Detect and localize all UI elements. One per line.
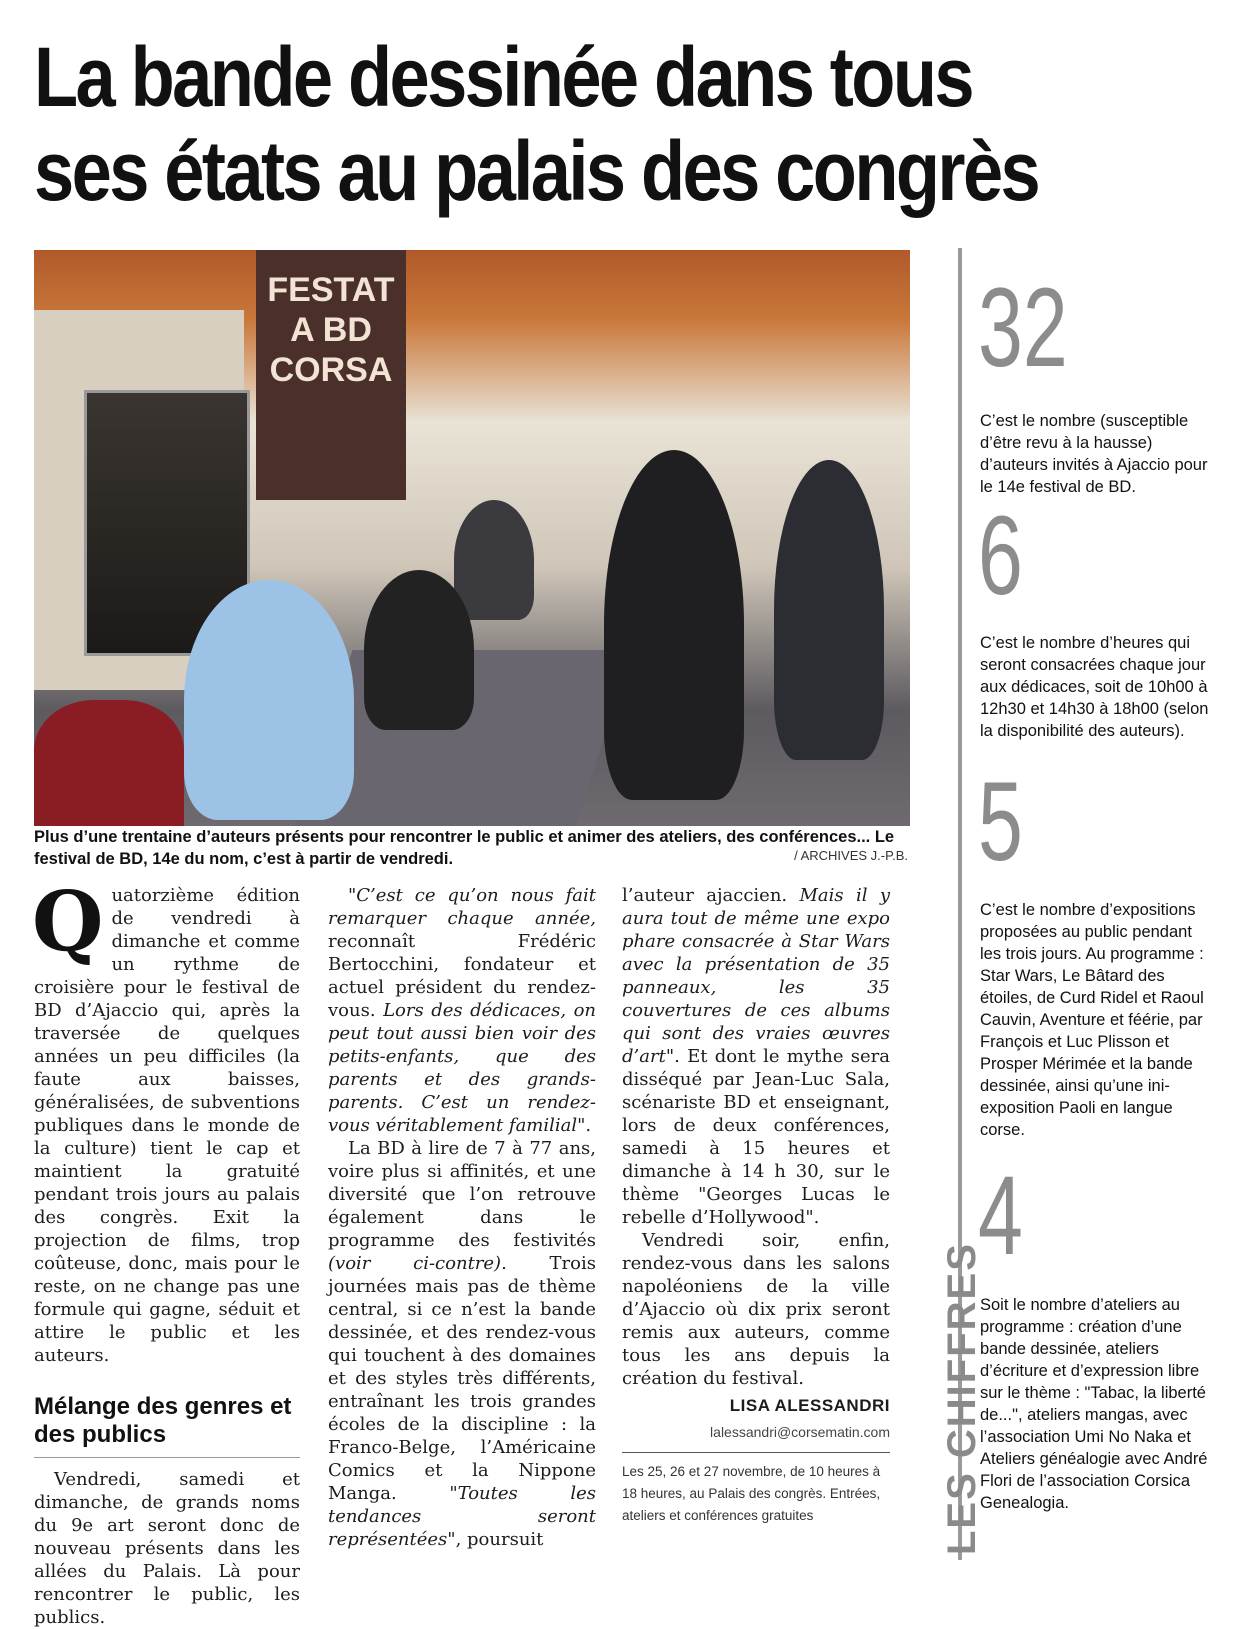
article-column-1 bbox=[32, 874, 300, 1629]
paragraph-1: uatorzième édition de vendredi à dimanche et comme un rythme de croisière pour le festival de BD d’Ajaccio qui, après la traversée de quelques années un peu difficiles (la faute aux baisses, généralisées, de subventions publiques dans le monde de la culture) tient le cap et maintient la gratuité pendant trois jours au palais des congrès. Exit la projection de films, trop coûteuse, donc, mais pour le reste, on ne change pas une formule qui gagne, séduit et attire le public et les auteurs. bbox=[34, 885, 300, 1366]
figure-number-3: 5 bbox=[978, 759, 1023, 884]
quote-2: Toutes les tendances seront représentées bbox=[328, 1483, 597, 1550]
paragraph-5a: l’auteur ajaccien. bbox=[622, 885, 800, 906]
figure-text-1: C’est le nombre (susceptible d’être revu à la hausse) d’auteurs invités à Ajaccio pour le 14e festival de BD. bbox=[980, 412, 1208, 496]
practical-info: Les 25, 26 et 27 novembre, de 10 heures à 18 heures, au Palais des congrès. Entrées, ateliers et conférences gratuites bbox=[622, 1452, 890, 1527]
author-email: lalessandri@corsematin.com bbox=[710, 1424, 890, 1440]
photo-credit: / ARCHIVES J.-P.B. bbox=[794, 848, 908, 863]
headline-line-2: ses états au palais des congrès bbox=[34, 124, 1039, 218]
figure-text-4: Soit le nombre d’ateliers au programme : création d’une bande dessinée, ateliers d’écriture et d’expression libre sur le thème : "Tabac, la liberté de...", ateliers mangas, avec l’association Umi No Naka et Ateliers généalogie avec André Flori de l’association Corsica Genealogia. bbox=[980, 1296, 1208, 1512]
caption-text: Plus d’une trentaine d’auteurs présents pour rencontrer le public et animer des ateliers, des conférences... Le festival de BD, 14e du nom, c’est à partir de vendredi. bbox=[34, 828, 895, 868]
quote-1d: ". bbox=[577, 1115, 592, 1136]
festival-banner: FESTAT A BD CORSA bbox=[256, 250, 406, 500]
headline bbox=[34, 30, 1057, 218]
article-column-2 bbox=[328, 884, 596, 1551]
drop-cap: Q bbox=[32, 874, 104, 970]
paragraph-4e: ", poursuit bbox=[447, 1529, 544, 1550]
article-column-3 bbox=[622, 884, 890, 1444]
paragraph-2: Vendredi, samedi et dimanche, de grands noms du 9e art seront donc de nouveau présents dans les allées du Palais. Là pour rencontrer le public, les publics. bbox=[34, 1469, 300, 1628]
paragraph-4a: La BD à lire de 7 à 77 ans, voire plus si affinités, et une diversité que l’on retrouve également dans le programme des festivités bbox=[328, 1138, 596, 1251]
subheading: Mélange des genres et des publics bbox=[34, 1393, 300, 1458]
figure-text-3: C’est le nombre d’expositions proposées au public pendant les trois jours. Au programme : Star Wars, Le Bâtard des étoiles, de Curd Ridel et Raoul Cauvin, Aventure et féérie, par François et Luc Plisson et Prosper Mérimée et la bande dessinée, ainsi qu’une ini-exposition Paoli en langue corse. bbox=[980, 901, 1204, 1139]
photo-caption bbox=[34, 826, 910, 870]
festival-photo bbox=[34, 250, 910, 826]
figure-number-4: 4 bbox=[978, 1153, 1023, 1278]
paragraph-5c: ". Et dont le mythe sera disséqué par Jean-Luc Sala, scénariste BD et enseignant, lors de deux conférences, samedi à 15 heures et dimanche à 14 h 30, sur le thème "Georges Lucas le rebelle d’Hollywood". bbox=[622, 1046, 890, 1228]
paragraph-6: Vendredi soir, enfin, rendez-vous dans les salons napoléoniens de la ville d’Ajaccio où dix prix seront remis aux auteurs, comme tous les ans depuis la création du festival. bbox=[622, 1230, 890, 1389]
quote-1a: "C’est ce qu’on nous fait remarquer chaque année, bbox=[328, 885, 596, 929]
author-figure bbox=[184, 580, 354, 820]
figure-number-2: 6 bbox=[978, 493, 1023, 618]
sidebar-label: LES CHIFFRES bbox=[940, 1242, 984, 1555]
author-signature: LISA ALESSANDRI bbox=[729, 1396, 890, 1415]
headline-line-1: La bande dessinée dans tous bbox=[34, 30, 972, 124]
quote-1b: reconnaît Frédéric Bertocchini, fondateur et actuel président du rendez-vous. bbox=[328, 931, 596, 1021]
figure-text-2: C’est le nombre d’heures qui seront consacrées chaque jour aux dédicaces, soit de 10h00 à 12h30 et 14h30 à 18h00 (selon la disponibilité des auteurs). bbox=[980, 634, 1209, 740]
figure-number-1: 32 bbox=[978, 265, 1068, 390]
quote-3: Mais il y aura tout de même une expo phare consacrée à Star Wars avec la présentation de 35 panneaux, les 35 couvertures de ces albums qui sont des vraies œuvres d’art bbox=[622, 885, 890, 1067]
quote-1c: Lors des dédicaces, on peut tout aussi bien voir des petits-enfants, que des parents et des grands-parents. C’est un rendez-vous véritablement familial bbox=[328, 1000, 596, 1136]
see-opposite: (voir ci-contre) bbox=[328, 1253, 502, 1274]
paragraph-4c: . Trois journées mais pas de thème central, si ce n’est la bande dessinée, et des rendez-vous qui touchent à des domaines et des styles très différents, entraînant les trois grandes écoles de la discipline : la Franco-Belge, l’Américaine Comics et la Nippone Manga. " bbox=[328, 1253, 596, 1504]
